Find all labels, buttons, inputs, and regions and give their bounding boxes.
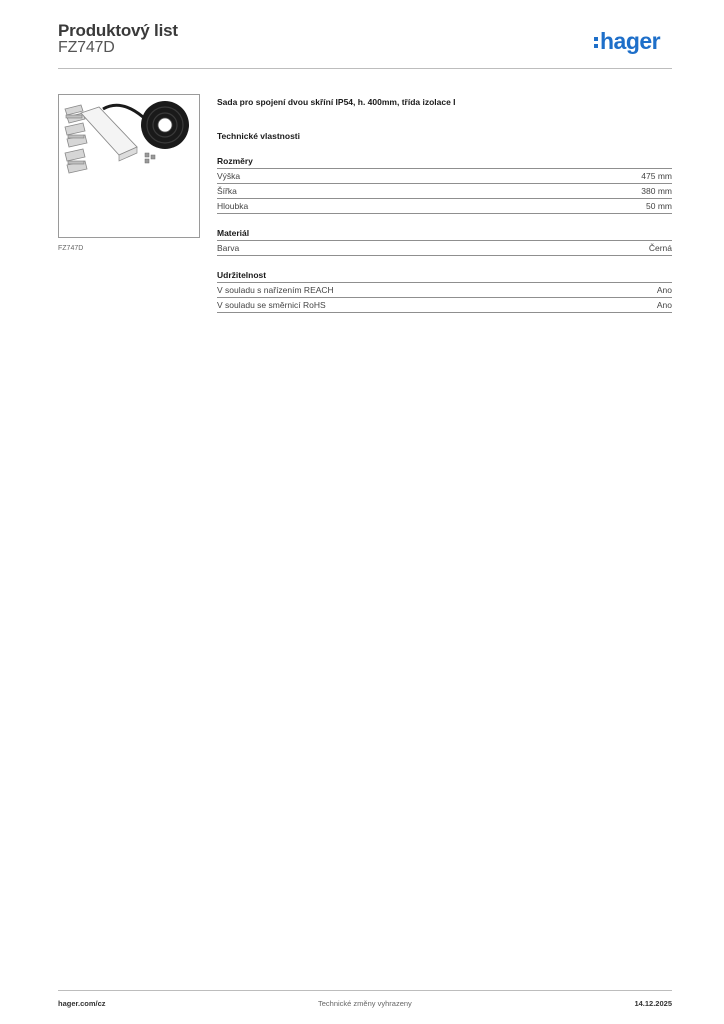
product-details [217, 96, 672, 313]
spec-value: Ano [656, 285, 672, 295]
spec-label: V souladu se směrnicí RoHS [217, 300, 326, 310]
spec-value: 475 mm [641, 171, 672, 181]
spec-label: Hloubka [217, 201, 249, 211]
spec-value: Ano [656, 300, 672, 310]
product-image [58, 94, 200, 238]
section-material [217, 228, 672, 256]
image-caption: FZ747D [58, 245, 84, 252]
page-title: Produktový list [58, 21, 178, 40]
product-description: Sada pro spojení dvou skříní IP54, h. 400mm, třída izolace I [217, 97, 456, 107]
footer-date: 14.12.2025 [634, 999, 672, 1008]
hager-logo [594, 26, 660, 56]
spec-row [217, 184, 672, 199]
spec-label: Šířka [217, 186, 237, 196]
section-sustainability [217, 270, 672, 313]
logo-text: hager [600, 27, 661, 54]
spec-row [217, 298, 672, 313]
section-title: Udržitelnost [217, 270, 672, 283]
section-title: Rozměry [217, 156, 672, 169]
spec-row [217, 169, 672, 184]
spec-label: Barva [217, 243, 240, 253]
header-divider [58, 68, 672, 69]
technical-properties-heading: Technické vlastnosti [217, 131, 300, 141]
spec-value: 50 mm [646, 201, 672, 211]
logo-dots-icon [594, 37, 598, 48]
product-code: FZ747D [58, 39, 115, 56]
product-illustration-icon [59, 95, 199, 237]
spec-row [217, 199, 672, 214]
spec-label: V souladu s nařízením REACH [217, 285, 334, 295]
section-dimensions [217, 156, 672, 214]
spec-value: Černá [648, 243, 672, 253]
section-title: Materiál [217, 228, 672, 241]
website-link[interactable]: hager.com/cz [58, 999, 106, 1008]
spec-row [217, 283, 672, 298]
footer-note: Technické změny vyhrazeny [318, 999, 412, 1008]
spec-value: 380 mm [641, 186, 672, 196]
spec-row [217, 241, 672, 256]
footer-divider [58, 990, 672, 991]
spec-label: Výška [217, 171, 241, 181]
